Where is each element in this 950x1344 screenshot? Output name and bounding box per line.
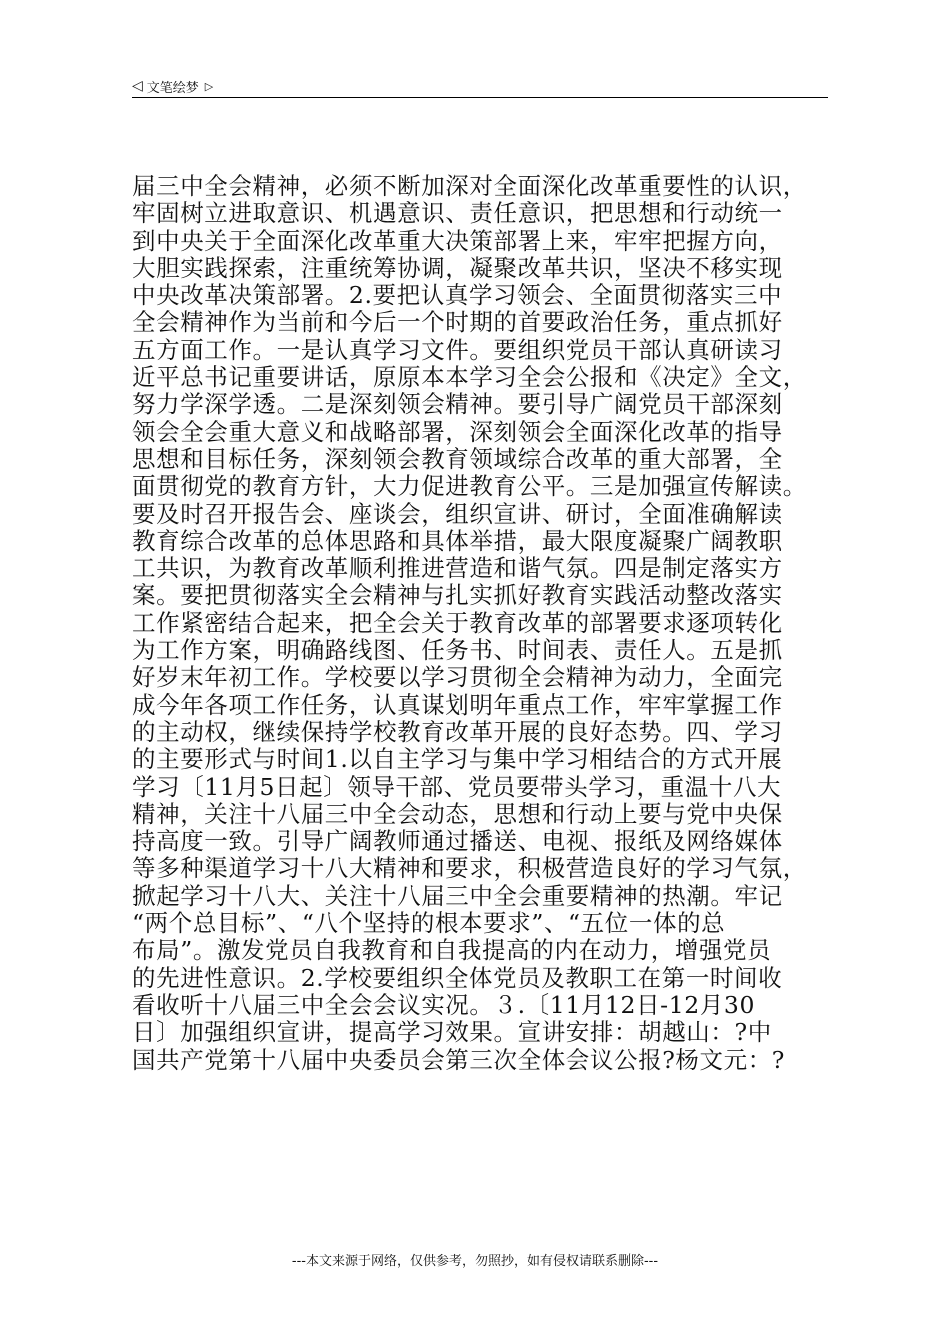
header-divider bbox=[132, 97, 828, 98]
body-line: 精神，关注十八届三中全会动态，思想和行动上要与党中央保 bbox=[132, 799, 783, 828]
body-line: 国共产党第十八届中央委员会第三次全体会议公报?杨文元：? bbox=[132, 1045, 785, 1074]
body-line: 案。要把贯彻落实全会精神与扎实抓好教育实践活动整改落实 bbox=[132, 581, 783, 610]
body-line: 好岁末年初工作。学校要以学习贯彻全会精神为动力，全面完 bbox=[132, 663, 783, 692]
header-title: 文笔绘梦 bbox=[146, 80, 199, 96]
body-line: 等多种渠道学习十八大精神和要求，积极营造良好的学习气氛， bbox=[132, 854, 807, 883]
body-line: 牢固树立进取意识、机遇意识、责任意识，把思想和行动统一 bbox=[132, 199, 783, 228]
body-line: 的主动权，继续保持学校教育改革开展的良好态势。四、学习 bbox=[132, 717, 783, 746]
body-line: 思想和目标任务，深刻领会教育领域综合改革的重大部署，全 bbox=[132, 444, 783, 473]
body-line: 工作紧密结合起来，把全会关于教育改革的部署要求逐项转化 bbox=[132, 608, 783, 637]
body-line: 面贯彻党的教育方针，大力促进教育公平。三是加强宣传解读。 bbox=[132, 472, 807, 501]
body-line: 大胆实践探索，注重统筹协调，凝聚改革共识，坚决不移实现 bbox=[132, 253, 783, 282]
body-line: 看收听十八届三中全会会议实况。３.〔11月12日-12月30 bbox=[132, 990, 756, 1019]
body-line: 学习〔11月5日起〕领导干部、党员要带头学习，重温十八大 bbox=[132, 772, 782, 801]
body-line: 掀起学习十八大、关注十八届三中全会重要精神的热潮。牢记 bbox=[132, 881, 783, 910]
body-line: 的先进性意识。2.学校要组织全体党员及教职工在第一时间收 bbox=[132, 963, 783, 992]
body-line: 近平总书记重要讲话，原原本本学习全会公报和《决定》全文， bbox=[132, 363, 807, 392]
footer-notice: ---本文来源于网络，仅供参考，勿照抄，如有侵权请联系删除--- bbox=[291, 1254, 659, 1269]
triangle-left-icon: ◁ bbox=[132, 78, 143, 94]
body-line: 到中央关于全面深化改革重大决策部署上来，牢牢把握方向， bbox=[132, 226, 783, 255]
body-line: 领会全会重大意义和战略部署，深刻领会全面深化改革的指导 bbox=[132, 417, 783, 446]
body-line: 努力学深学透。二是深刻领会精神。要引导广阔党员干部深刻 bbox=[132, 390, 783, 419]
body-text bbox=[132, 173, 832, 1074]
triangle-right-icon: ▷ bbox=[204, 79, 214, 93]
body-line: 为工作方案，明确路线图、任务书、时间表、责任人。五是抓 bbox=[132, 636, 783, 665]
body-line: 持高度一致。引导广阔教师通过播送、电视、报纸及网络媒体 bbox=[132, 827, 783, 856]
body-line: 要及时召开报告会、座谈会，组织宣讲、研讨，全面准确解读 bbox=[132, 499, 783, 528]
document-header bbox=[132, 74, 828, 98]
body-line: 全会精神作为当前和今后一个时期的首要政治任务，重点抓好 bbox=[132, 308, 783, 337]
body-line: 日〕加强组织宣讲，提高学习效果。宣讲安排：胡越山：?中 bbox=[132, 1018, 772, 1047]
body-line: 教育综合改革的总体思路和具体举措，最大限度凝聚广阔教职 bbox=[132, 526, 783, 555]
body-line: 工共识，为教育改革顺利推进营造和谐气氛。四是制定落实方 bbox=[132, 554, 783, 583]
body-line: 五方面工作。一是认真学习文件。要组织党员干部认真研读习 bbox=[132, 335, 783, 364]
body-line: 届三中全会精神，必须不断加深对全面深化改革重要性的认识， bbox=[132, 172, 807, 200]
body-line: 的主要形式与时间1.以自主学习与集中学习相结合的方式开展 bbox=[132, 745, 783, 774]
body-line: “两个总目标”、“八个坚持的根本要求”、“五位一体的总 bbox=[132, 909, 726, 938]
body-line: 布局”。激发党员自我教育和自我提高的内在动力，增强党员 bbox=[132, 936, 772, 965]
body-line: 成今年各项工作任务，认真谋划明年重点工作，牢牢掌握工作 bbox=[132, 690, 783, 719]
body-line: 中央改革决策部署。2.要把认真学习领会、全面贯彻落实三中 bbox=[132, 281, 783, 310]
